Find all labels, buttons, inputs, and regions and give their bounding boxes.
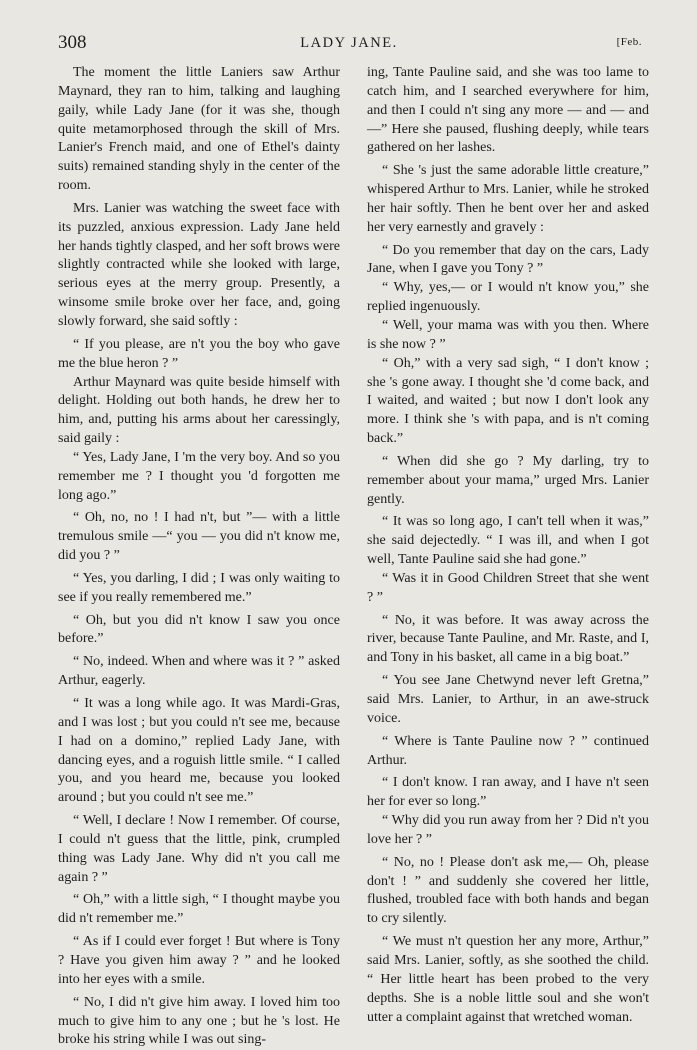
paragraph: “ Was it in Good Children Street that she went ? ” bbox=[367, 570, 649, 605]
paragraph: “ Where is Tante Pauline now ? ” continued Arthur. bbox=[367, 733, 649, 768]
paragraph: “ We must n't question her any more, Arthur,” said Mrs. Lanier, softly, as she soothed the child. “ Her little heart has been probed to the very depths. She is a noble little soul and she won't utter a complaint against that wretched woman. bbox=[367, 934, 649, 1025]
paragraph: Mrs. Lanier was watching the sweet face with its puzzled, anxious expression. Lady Jane held her hands tightly clasped, and her soft brows were slightly contracted while she looked with large, serious eyes at the merry group. Presently, a winsome smile broke over her face, and, going slowly forward, she said softly : bbox=[58, 200, 340, 329]
issue-month: [Feb. bbox=[616, 36, 642, 48]
paragraph: “ No, I did n't give him away. I loved him too much to give him to any one ; but he 's lost. He broke his string while I was out sing- bbox=[58, 994, 340, 1048]
paragraph: Arthur Maynard was quite beside himself with delight. Holding out both hands, he drew her to him, and, putting his arms about her caressingly, said gaily : bbox=[58, 374, 340, 447]
paragraph: “ Why did you run away from her ? Did n't you love her ? ” bbox=[367, 813, 649, 847]
left-column bbox=[58, 64, 340, 1050]
paragraph: “ Yes, you darling, I did ; I was only waiting to see if you really remembered me.” bbox=[58, 570, 340, 605]
page-number: 308 bbox=[58, 32, 87, 53]
paragraph: “ Well, your mama was with you then. Where is she now ? ” bbox=[367, 317, 649, 352]
paragraph: ing, Tante Pauline said, and she was too lame to catch him, and I searched everywhere for him, and then I could n't sing any more — and — and —” Here she paused, flushing deeply, while tears gathered on her lashes. bbox=[367, 65, 649, 156]
paragraph: “ She 's just the same adorable little creature,” whispered Arthur to Mrs. Lanier, while he stroked her hair softly. Then he bent over her and asked her very earnestly and gravely : bbox=[367, 163, 649, 235]
paragraph: “ Oh, but you did n't know I saw you once before.” bbox=[58, 612, 340, 647]
page-header bbox=[58, 32, 640, 56]
paragraph: “ As if I could ever forget ! But where is Tony ? Have you given him away ? ” and he looked into her eyes with a smile. bbox=[58, 934, 340, 987]
paragraph: “ Oh, no, no ! I had n't, but ”— with a little tremulous smile —“ you — you did n't know me, did you ? ” bbox=[58, 510, 340, 564]
paragraph: “ Well, I declare ! Now I remember. Of course, I could n't guess that the little, pink, crumpled thing was Lady Jane. Why did n't you call me again ? ” bbox=[58, 813, 340, 885]
paragraph: “ Why, yes,— or I would n't know you,” she replied ingenuously. bbox=[367, 280, 649, 315]
paragraph: “ Yes, Lady Jane, I 'm the very boy. And so you remember me ? I thought you 'd forgotten me long ago.” bbox=[58, 449, 340, 503]
paragraph: “ I don't know. I ran away, and I have n't seen her for ever so long.” bbox=[367, 775, 649, 810]
paragraph: “ You see Jane Chetwynd never left Gretna,” said Mrs. Lanier, to Arthur, in an awe-struck voice. bbox=[367, 673, 649, 726]
right-column bbox=[367, 64, 649, 1027]
paragraph: “ No, indeed. When and where was it ? ” asked Arthur, eagerly. bbox=[58, 654, 340, 689]
paragraph: “ When did she go ? My darling, try to remember about your mama,” urged Mrs. Lanier gently. bbox=[367, 453, 649, 507]
paragraph: “ Do you remember that day on the cars, Lady Jane, when I gave you Tony ? ” bbox=[367, 242, 649, 277]
paragraph: “ Oh,” with a very sad sigh, “ I don't know ; she 's gone away. I thought she 'd come back, and I waited, and waited ; but now I don't look any more. I think she 's with papa, and is n't coming back.” bbox=[367, 355, 649, 447]
paragraph: “ If you please, are n't you the boy who gave me the blue heron ? ” bbox=[58, 336, 340, 371]
running-title: LADY JANE. bbox=[300, 35, 398, 51]
paragraph: The moment the little Laniers saw Arthur Maynard, they ran to him, talking and laughing gaily, while Lady Jane (for it was she, though quite metamorphosed through the skill of Mrs. Lanier's French maid, and one of Ethel's dainty suits) remained standing shyly in the center of the room. bbox=[58, 65, 340, 194]
paragraph: “ No, it was before. It was away across the river, because Tante Pauline, and Mr. Raste, and I, and Tony in his basket, all came in a big boat.” bbox=[367, 612, 649, 666]
paragraph: “ It was so long ago, I can't tell when it was,” she said dejectedly. “ I was ill, and when I got well, Tante Pauline said she had gone.” bbox=[367, 514, 649, 568]
paragraph: “ No, no ! Please don't ask me,— Oh, please don't ! ” and suddenly she covered her little, flushed, troubled face with both hands and began to cry silently. bbox=[367, 854, 649, 927]
paragraph: “ It was a long while ago. It was Mardi-Gras, and I was lost ; but you could n't see me, because I had on a domino,” replied Lady Jane, with dancing eyes, and a roguish little smile. “ I called you, and you heard me, because you looked around ; but you could n't see me.” bbox=[58, 696, 340, 806]
paragraph: “ Oh,” with a little sigh, “ I thought maybe you did n't remember me.” bbox=[58, 892, 340, 927]
